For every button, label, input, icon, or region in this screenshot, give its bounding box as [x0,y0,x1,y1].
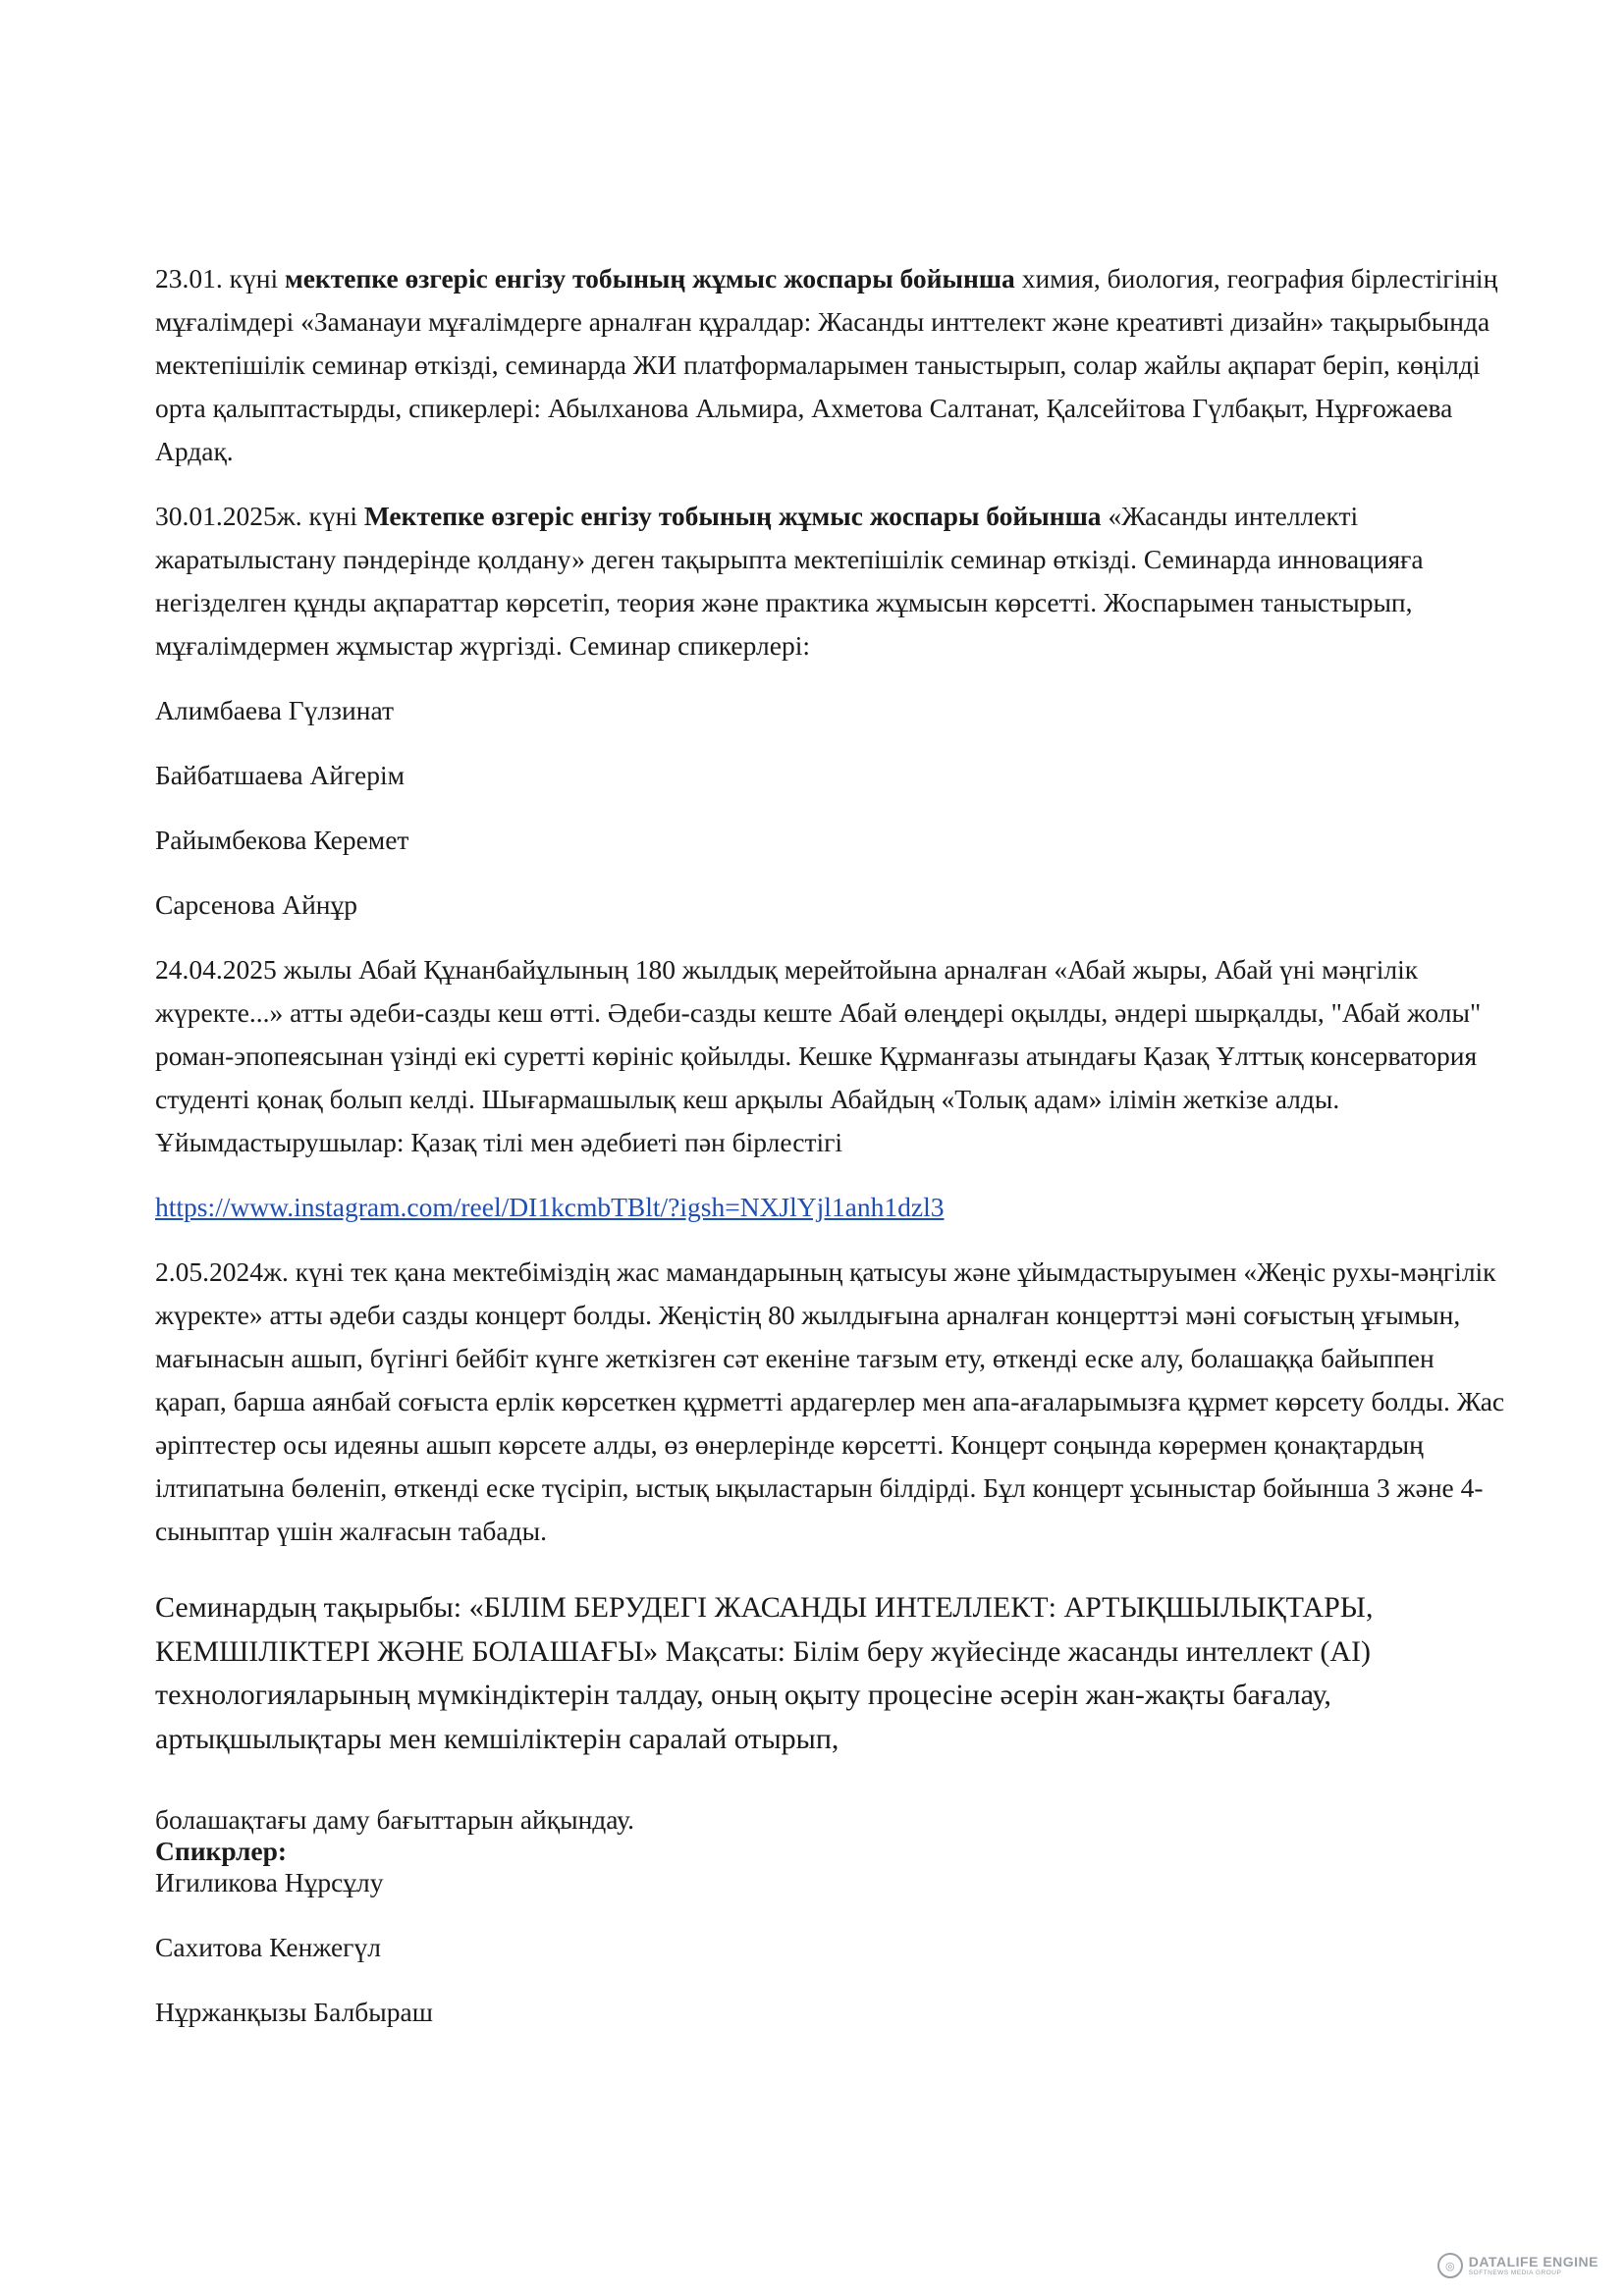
paragraph-seminar-jan30 [155,495,1510,667]
speaker-name: Игиликова Нұрсұлу [155,1867,384,1897]
instagram-link[interactable]: https://www.instagram.com/reel/DI1kcmbTBlt/?igsh=NXJlYjl1anh1dzl3 [155,1192,945,1222]
datalife-logo-icon: ◎ [1437,2253,1463,2278]
paragraph-body: химия, биология, география бірлестігінің мұғалімдері «Заманауи мұғалімдерге арналған құралдар: Жасанды инттелект және креативті дизайн» тақырыбында мектепішілік семинар өткізді, семинарда ЖИ платформаларымен таныстырып, солар жайлы ақпарат беріп, көңілді орта қалыптастырды, спикерлері: Абылханова Альмира, Ахметова Салтанат, Қалсейітова Гүлбақыт, Нұрғожаева Ардақ. [155,263,1498,466]
paragraph-body: «Жасанды интеллекті жаратылыстану пәндерінде қолдану» деген тақырыпта мектепішілік семинар өткізді. Семинарда инновацияға негізделген құнды ақпараттар көрсетіп, теория және практика жұмысын көрсетті. Жоспарымен таныстырып, мұғалімдермен жұмыстар жүргізді. Семинар спикерлері: [155,501,1424,661]
speaker-name: Байбатшаева Айгерім [155,760,405,790]
watermark-main-text: DATALIFE ENGINE [1468,2253,1598,2269]
watermark [1437,2253,1598,2278]
instagram-link-line [155,1186,1510,1229]
paragraph-date: 23.01. күні [155,263,285,294]
speaker-name: Алимбаева Гүлзинат [155,695,394,725]
paragraph-bold-phrase: Мектепке өзгеріс енгізу тобының жұмыс жоспары бойынша [363,501,1102,531]
speaker-name: Райымбекова Керемет [155,825,409,855]
speaker-name: Сарсенова Айнұр [155,889,358,920]
watermark-sub-text: SOFTNEWS MEDIA GROUP [1468,2269,1562,2276]
paragraph-bold-phrase: мектепке өзгеріс енгізу тобының жұмыс жоспары бойынша [284,263,1015,294]
paragraph-abai-evening: 24.04.2025 жылы Абай Құнанбайұлының 180 жылдық мерейтойына арналған «Абай жыры, Абай үні мәңгілік жүректе...» атты әдеби-сазды кеш өтті. Әдеби-сазды кеште Абай өлеңдері оқылды, әндері шырқалды, "Абай жолы" роман-эпопеясынан үзінді екі суретті көрініс қойылды. Кешке Құрманғазы атындағы Қазақ Ұлттық консерватория студенті қонақ болып келді. Шығармашылық кеш арқылы Абайдың «Толық адам» ілімін жеткізе алды. Ұйымдастырушылар: Қазақ тілі мен әдебиеті пән бірлестігі [155,954,1482,1157]
paragraph-victory-concert: 2.05.2024ж. күні тек қана мектебіміздің жас мамандарының қатысуы және ұйымдастыруымен «Жеңіс рухы-мәңгілік жүректе» атты әдеби сазды концерт болды. Жеңістің 80 жылдығына арналған концерттэі мәні соғыстың ұғымын, мағынасын ашып, бүгінгі бейбіт күнге жеткізген сәт екеніне тағзым ету, өткенді еске алу, болашаққа байыппен қарап, барша аянбай соғыста ерлік көрсеткен құрметті ардагерлер мен апа-ағаларымызға құрмет көрсету болды. Жас әріптестер осы идеяны ашып көрсете алды, өз өнерлерінде көрсетті. Концерт соңында көрермен қонақтардың ілтипатына бөленіп, өткенді еске түсіріп, ыстық ықыластарын білдірді. Бұл концерт ұсыныстар бойынша 3 және 4-сыныптар үшін жалғасын табады. [155,1256,1505,1546]
speaker-name: Нұржанқызы Балбыраш [155,1997,433,2027]
paragraph-date: 30.01.2025ж. күні [155,501,364,531]
speakers-heading: Спикрлер: [155,1836,288,1866]
paragraph-ai-seminar: Семинардың тақырыбы: «БІЛІМ БЕРУДЕГІ ЖАСАНДЫ ИНТЕЛЛЕКТ: АРТЫҚШЫЛЫҚТАРЫ, КЕМШІЛІКТЕРІ ЖӘНЕ БОЛАШАҒЫ» Мақсаты: Білім беру жүйесінде жасанды интеллект (AI) технологияларының мүмкіндіктерін талдау, оның оқыту процесіне әсерін жан-жақты бағалау, артықшылықтары мен кемшіліктерін саралай отырып, [155,1591,1374,1755]
paragraph-ai-seminar-tail: болашақтағы даму бағыттарын айқындау. [155,1804,634,1835]
document-page [155,257,1510,2028]
speaker-name: Сахитова Кенжегүл [155,1932,381,1962]
paragraph-seminar-jan23 [155,257,1510,473]
